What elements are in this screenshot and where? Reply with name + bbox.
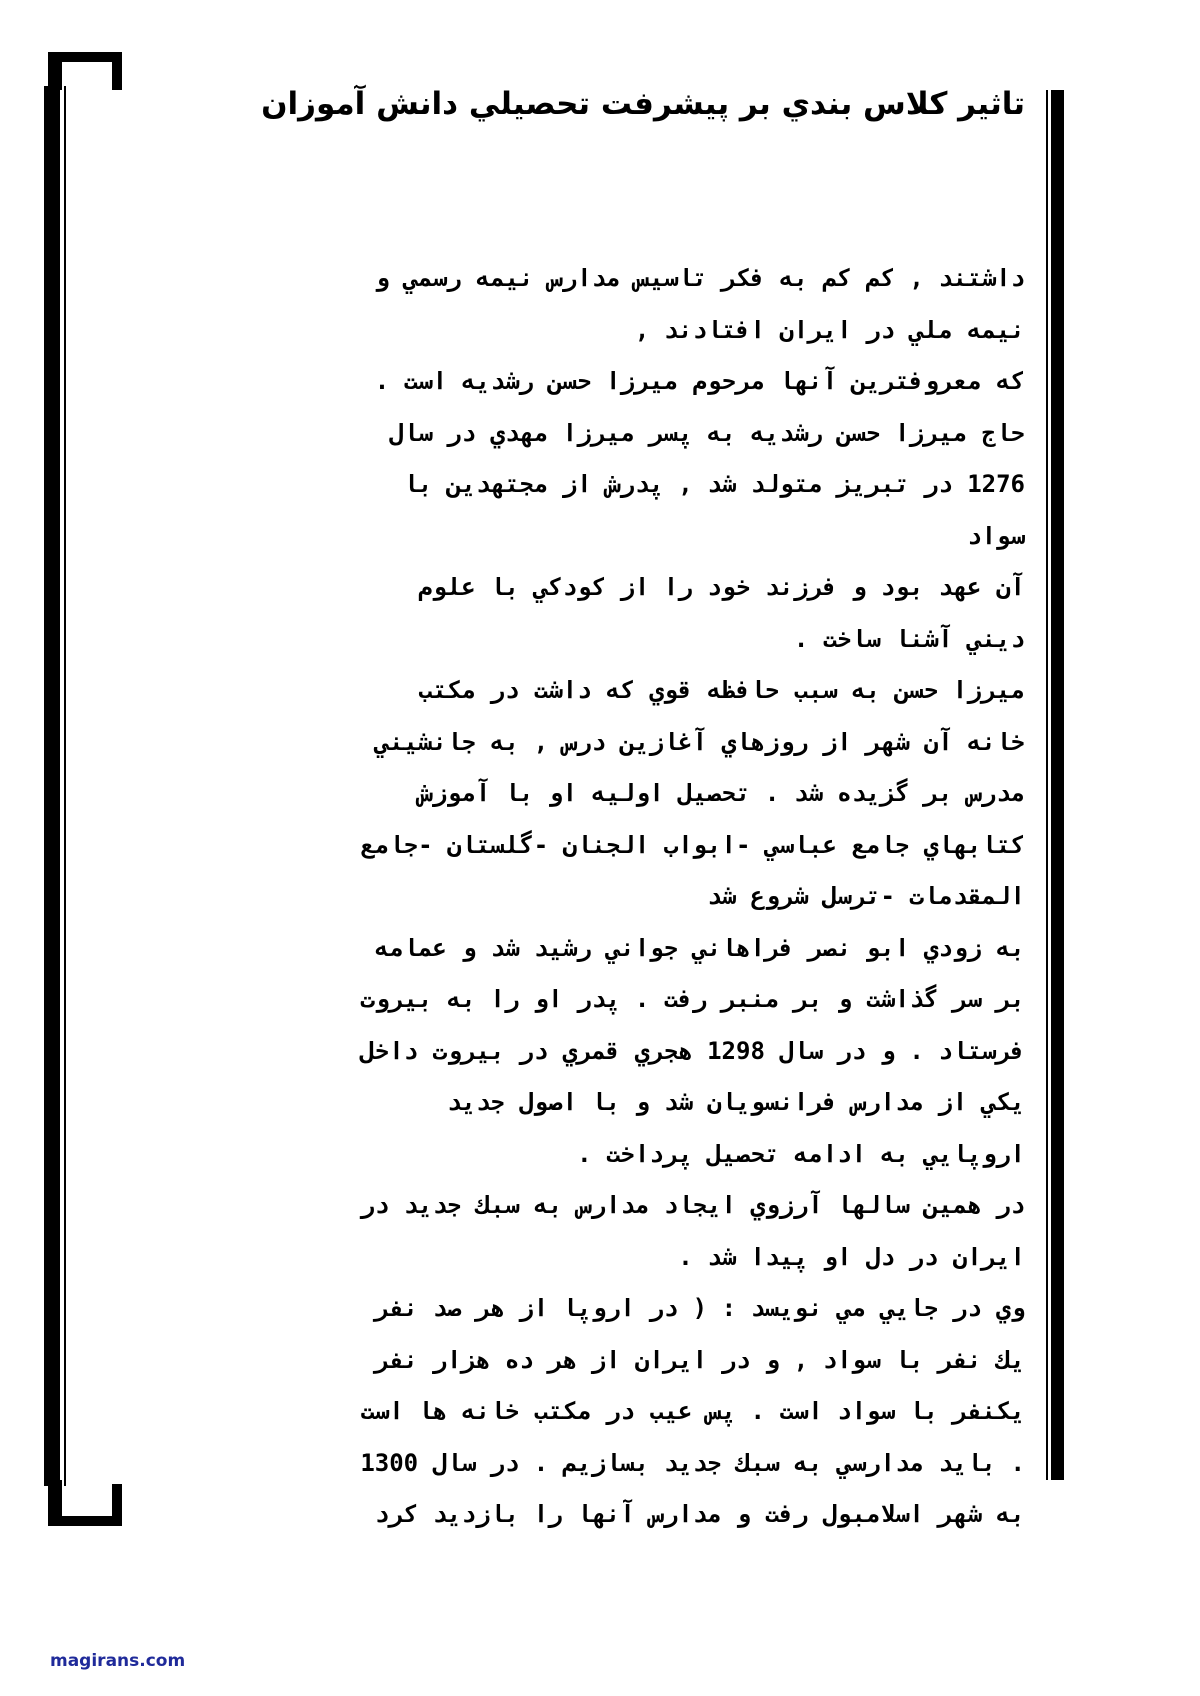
text-line: سواد (967, 521, 1025, 550)
text-line: ميرزا حسن به سبب حافظه قوي كه داشت در مكتب (418, 676, 1025, 704)
text-line: فرستاد . و در سال 1298 هجري قمري در بيروت داخل (360, 1036, 1025, 1065)
text-line: المقدمات -ترسل شروع شد (707, 882, 1025, 910)
text-line: . بايد مدارسي به سبك جديد بسازيم . در سال 1300 (360, 1448, 1025, 1477)
text-line: نيمه ملي در ايران افتادند , (634, 315, 1025, 344)
text-line: يك نفر با سواد , و در ايران از هر ده هزار نفر (374, 1345, 1025, 1374)
text-line: حاج ميرزا حسن رشديه به پسر ميرزا مهدي در سال (389, 418, 1025, 447)
text-line: كه معروفترين آنها مرحوم ميرزا حسن رشديه است . (374, 367, 1025, 395)
text-line: يكي از مدارس فرانسويان شد و با اصول جديد (447, 1088, 1025, 1116)
text-line: وي در جايي مي نويسد : ( در اروپا از هر صد نفر (374, 1294, 1025, 1322)
text-line: داشتند , كم كم به فكر تاسيس مدارس نيمه رسمي و (374, 264, 1025, 292)
text-line: 1276 در تبريز متولد شد , پدرش از مجتهدين با (403, 470, 1025, 498)
text-line: ديني آشنا ساخت . (793, 624, 1025, 653)
text-line: يكنفر با سواد است . پس عيب در مكتب خانه ها است (360, 1397, 1025, 1425)
text-line: آن عهد بود و فرزند خود را از كودكي با علوم (418, 573, 1025, 601)
text-line: اروپايي به ادامه تحصيل پرداخت . (577, 1139, 1025, 1168)
document-title: تاثير كلاس بندي بر پيشرفت تحصيلي دانش آموزان (261, 86, 1025, 122)
document-body (195, 253, 1025, 1541)
source-watermark: magirans.com (50, 1651, 186, 1671)
text-line: به زودي ابو نصر فراهاني جواني رشيد شد و عمامه (374, 933, 1025, 962)
text-line: ايران در دل او پيدا شد . (678, 1242, 1025, 1271)
text-line: بر سر گذاشت و بر منبر رفت . پدر او را به بيروت (360, 985, 1025, 1013)
text-line: در همين سالها آرزوي ايجاد مدارس به سبك جديد در (360, 1191, 1025, 1219)
text-line: مدرس بر گزيده شد . تحصيل اوليه او با آموزش (418, 779, 1025, 807)
text-line: خانه آن شهر از روزهاي آغازين درس , به جانشيني (374, 727, 1025, 756)
text-line: به شهر اسلامبول رفت و مدارس آنها را بازديد كرد (374, 1500, 1025, 1528)
text-line: كتابهاي جامع عباسي -ابواب الجنان -گلستان -جامع (360, 830, 1025, 859)
